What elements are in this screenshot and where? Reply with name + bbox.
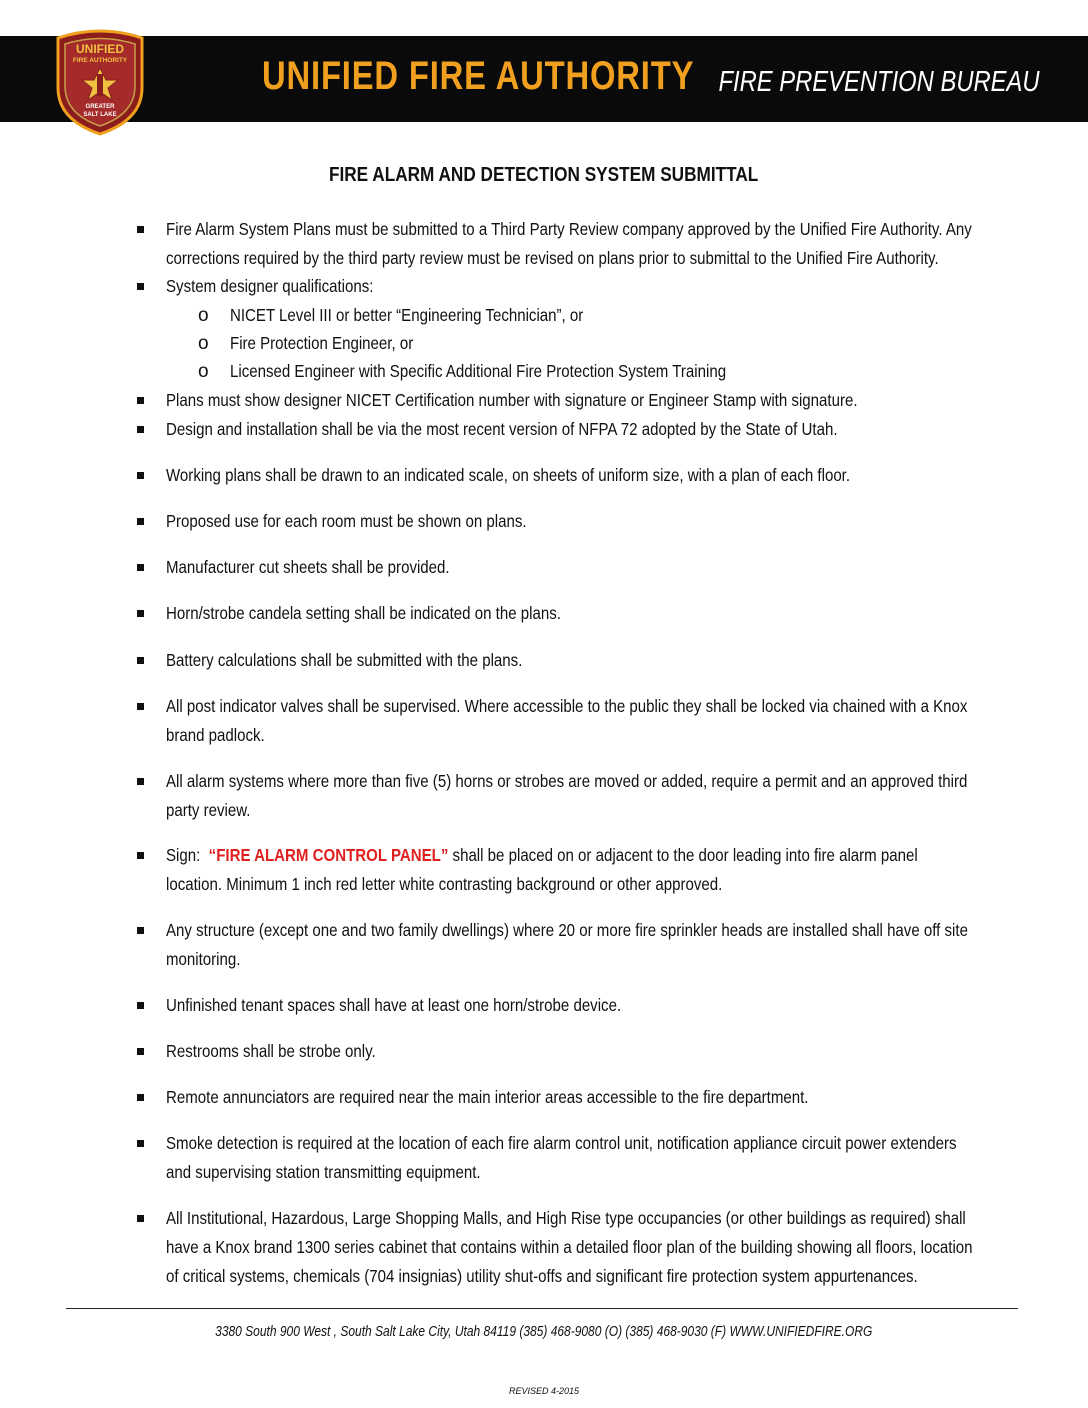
line: Plans must show designer NICET Certification number with signature or Engineer Stamp with signature. bbox=[166, 390, 858, 410]
list-item-text bbox=[166, 553, 897, 582]
org-name: UNIFIED FIRE AUTHORITY bbox=[262, 54, 695, 98]
circle-bullet-icon: o bbox=[198, 305, 209, 326]
line: corrections required by the third party review must be revised on plans prior to submittal to the Unified Fire Authority. bbox=[166, 248, 939, 268]
line: and supervising station transmitting equipment. bbox=[166, 1162, 481, 1182]
bullet-icon bbox=[137, 610, 144, 617]
line: location. Minimum 1 inch red letter white contrasting background or other approved. bbox=[166, 874, 723, 894]
bullet-icon bbox=[137, 778, 144, 785]
bullet-icon bbox=[137, 426, 144, 433]
document-title-text: FIRE ALARM AND DETECTION SYSTEM SUBMITTAL bbox=[329, 164, 759, 186]
line: Horn/strobe candela setting shall be indicated on the plans. bbox=[166, 603, 561, 623]
footer-address bbox=[0, 1323, 1088, 1340]
line: Any structure (except one and two family dwellings) where 20 or more fire sprinkler heads are installed shall have off site bbox=[166, 920, 968, 940]
logo-text-greater: GREATER bbox=[85, 104, 115, 110]
bullet-icon bbox=[137, 1094, 144, 1101]
list-item-text bbox=[166, 1037, 897, 1066]
line: have a Knox brand 1300 series cabinet that contains within a detailed floor plan of the building showing all floors, location bbox=[166, 1237, 973, 1257]
line: monitoring. bbox=[166, 949, 241, 969]
logo-text-sub: FIRE AUTHORITY bbox=[72, 57, 128, 64]
bullet-icon bbox=[137, 703, 144, 710]
list-item-text bbox=[166, 692, 968, 750]
list-item-text bbox=[166, 507, 897, 536]
line: Fire Alarm System Plans must be submitted to a Third Party Review company approved by the Unified Fire Authority. Any bbox=[166, 219, 972, 239]
bullet-icon bbox=[137, 226, 144, 233]
bullet-icon bbox=[137, 1002, 144, 1009]
line: Battery calculations shall be submitted with the plans. bbox=[166, 650, 523, 670]
line: party review. bbox=[166, 800, 251, 820]
bullet-icon bbox=[137, 927, 144, 934]
logo-text-city: SALT LAKE bbox=[83, 112, 117, 118]
sub-list-item-text: NICET Level III or better “Engineering Technician”, or bbox=[230, 305, 584, 325]
list-item-text bbox=[166, 1083, 897, 1112]
list-item-text bbox=[166, 991, 897, 1020]
footer-address-text: 3380 South 900 West , South Salt Lake City, Utah 84119 (385) 468-9080 (O) (385) 468-9030 (F) WWW.UNIFIEDFIRE.ORG bbox=[215, 1323, 873, 1340]
line: System designer qualifications: bbox=[166, 276, 374, 296]
logo-text-top: UNIFIED bbox=[76, 42, 124, 56]
list-item-text bbox=[166, 767, 968, 825]
line: Proposed use for each room must be shown on plans. bbox=[166, 511, 527, 531]
circle-bullet-icon: o bbox=[198, 333, 209, 354]
bullet-icon bbox=[137, 518, 144, 525]
line: Design and installation shall be via the most recent version of NFPA 72 adopted by the State of Utah. bbox=[166, 419, 838, 439]
bullet-icon bbox=[137, 1215, 144, 1222]
list-item-text bbox=[166, 272, 897, 301]
bullet-icon bbox=[137, 472, 144, 479]
line-prefix: Sign: bbox=[166, 845, 209, 865]
list-item-text bbox=[166, 916, 968, 974]
line: brand padlock. bbox=[166, 725, 265, 745]
list-item-text bbox=[166, 215, 972, 273]
sub-list-item-text: Licensed Engineer with Specific Additional Fire Protection System Training bbox=[230, 361, 727, 381]
footer-divider bbox=[66, 1308, 1018, 1309]
line: Working plans shall be drawn to an indicated scale, on sheets of uniform size, with a plan of each floor. bbox=[166, 465, 851, 485]
list-item-text bbox=[166, 646, 897, 675]
sign-highlight-text: “FIRE ALARM CONTROL PANEL” bbox=[208, 845, 449, 865]
line-suffix: shall be placed on or adjacent to the door leading into fire alarm panel bbox=[448, 845, 918, 865]
line: of critical systems, chemicals (704 insignias) utility shut-offs and significant fire protection system appurtenances. bbox=[166, 1266, 918, 1286]
line: Remote annunciators are required near the main interior areas accessible to the fire department. bbox=[166, 1087, 809, 1107]
bullet-icon bbox=[137, 283, 144, 290]
document-title bbox=[0, 164, 1088, 187]
bullet-icon bbox=[137, 564, 144, 571]
list-item-text bbox=[166, 386, 897, 415]
list-item-text bbox=[166, 841, 918, 899]
bullet-icon bbox=[137, 1140, 144, 1147]
bullet-icon bbox=[137, 397, 144, 404]
bullet-icon bbox=[137, 657, 144, 664]
line: Manufacturer cut sheets shall be provided. bbox=[166, 557, 450, 577]
line: All Institutional, Hazardous, Large Shopping Malls, and High Rise type occupancies (or other buildings as required) shall bbox=[166, 1208, 966, 1228]
line: All alarm systems where more than five (5) horns or strobes are moved or added, require a permit and an approved third bbox=[166, 771, 968, 791]
bureau-name: FIRE PREVENTION BUREAU bbox=[718, 66, 1040, 98]
list-item-text bbox=[166, 599, 897, 628]
circle-bullet-icon: o bbox=[198, 361, 209, 382]
line: Smoke detection is required at the location of each fire alarm control unit, notification appliance circuit power extenders bbox=[166, 1133, 957, 1153]
line: Unfinished tenant spaces shall have at least one horn/strobe device. bbox=[166, 995, 622, 1015]
list-item-text bbox=[166, 1129, 957, 1187]
logo-badge-icon bbox=[50, 28, 150, 136]
bullet-icon bbox=[137, 1048, 144, 1055]
bullet-icon bbox=[137, 852, 144, 859]
line: Restrooms shall be strobe only. bbox=[166, 1041, 376, 1061]
revision-note: REVISED 4-2015 bbox=[508, 1386, 580, 1396]
list-item-text bbox=[166, 415, 897, 444]
sub-list-item-text: Fire Protection Engineer, or bbox=[230, 333, 414, 353]
list-item-text bbox=[166, 1204, 973, 1291]
list-item-text bbox=[166, 461, 897, 490]
line: All post indicator valves shall be supervised. Where accessible to the public they shall be locked via chained with a Knox bbox=[166, 696, 968, 716]
